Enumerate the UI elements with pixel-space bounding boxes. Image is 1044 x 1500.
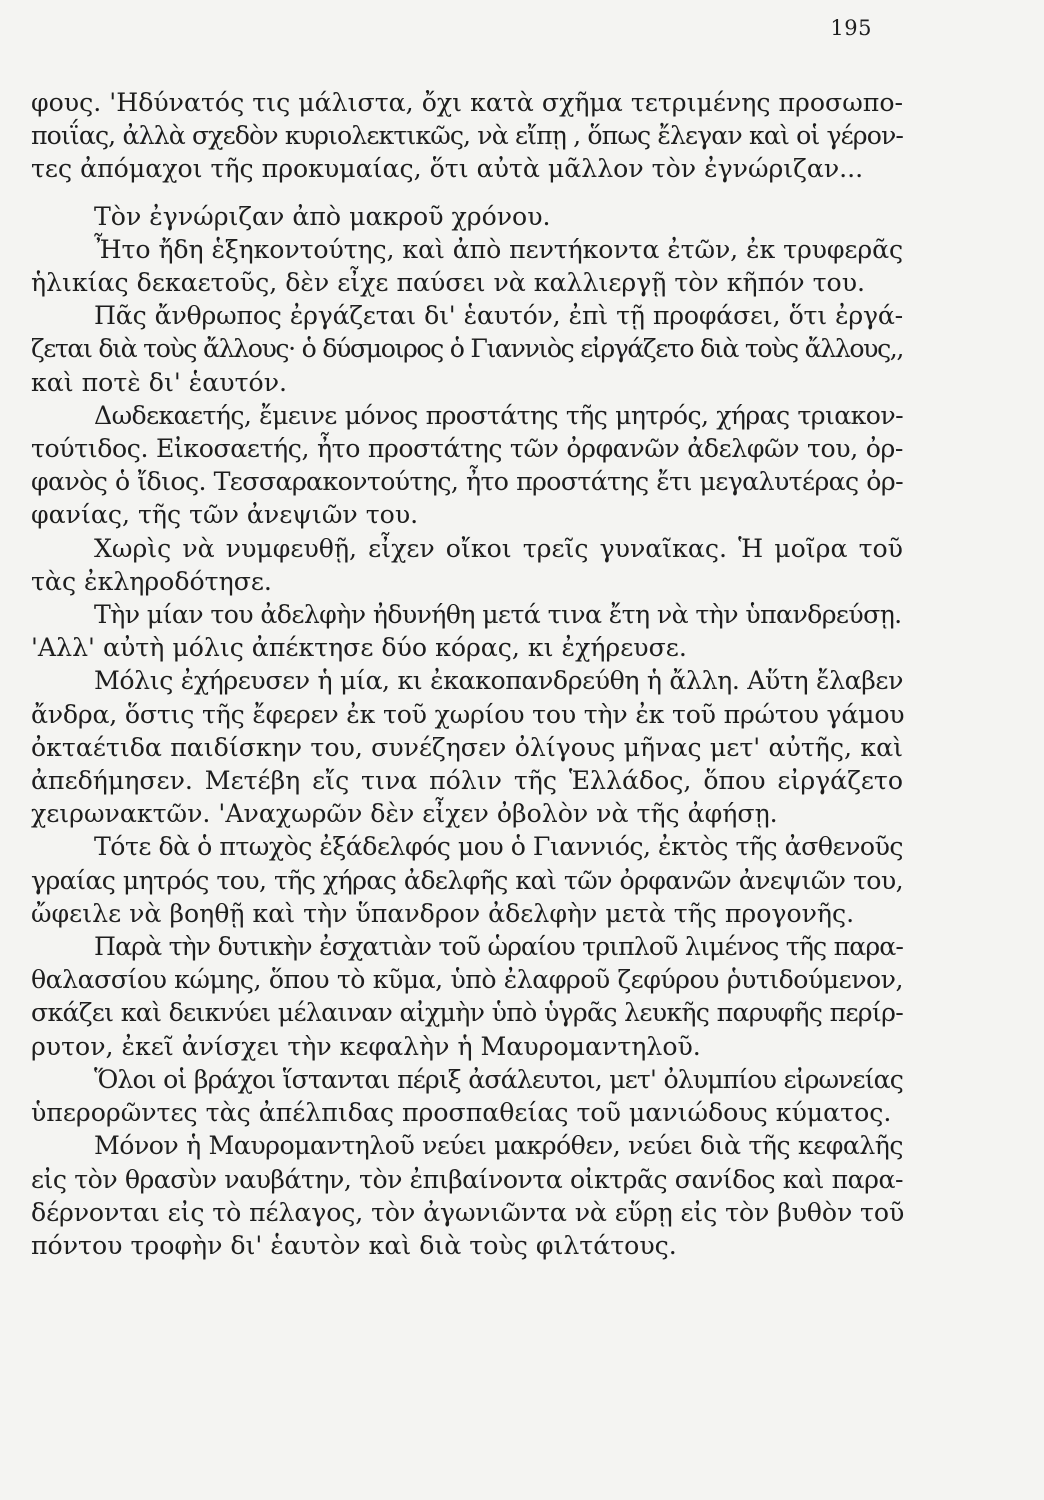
text-line: Πᾶς ἄνθρωπος ἐργάζεται δι' ἑαυτόν, ἐπὶ τῇ προφάσει, ὅτι ἐργά- <box>94 301 903 331</box>
text-line: Δωδεκαετής, ἔμεινε μόνος προστάτης τῆς μητρός, χήρας τριακον- <box>94 400 903 430</box>
text-line: Τὴν μίαν του ἀδελφὴν ἠδυνήθη μετά τινα ἔτη νὰ τὴν ὑπανδρεύσῃ. <box>94 600 902 630</box>
text-line: ὤφειλε νὰ βοηθῇ καὶ τὴν ὕπανδρον ἀδελφὴν μετὰ τῆς προγονῆς. <box>31 898 855 928</box>
text-line: Μόνον ἡ Μαυρομαντηλοῦ νεύει μακρόθεν, νεύει διὰ τῆς κεφαλῆς <box>94 1131 903 1161</box>
text-line: ὑπερορῶντες τὰς ἀπέλπιδας προσπαθείας τοῦ μανιώδους κύματος. <box>31 1098 892 1128</box>
text-line: ἀπεδήμησεν. Μετέβη εἴς τινα πόλιν τῆς Ἑλλάδος, ὅπου εἰργάζετο <box>31 766 903 796</box>
text-line: φανὸς ὁ ἴδιος. Τεσσαρακοντούτης, ἦτο προστάτης ἔτι μεγαλυτέρας ὀρ- <box>31 467 903 497</box>
text-line: Παρὰ τὴν δυτικὴν ἐσχατιὰν τοῦ ὡραίου τριπλοῦ λιμένος τῆς παρα- <box>94 932 903 962</box>
text-line: γραίας μητρός του, τῆς χήρας ἀδελφῆς καὶ τῶν ὀρφανῶν ἀνεψιῶν του, <box>31 865 903 895</box>
text-line: φανίας, τῆς τῶν ἀνεψιῶν του. <box>31 500 419 530</box>
text-line: Ἦτο ἤδη ἑξηκοντούτης, καὶ ἀπὸ πεντήκοντα ἐτῶν, ἐκ τρυφερᾶς <box>94 234 903 264</box>
text-line: Χωρὶς νὰ νυμφευθῇ, εἶχεν οἴκοι τρεῖς γυναῖκας. Ἡ μοῖρα τοῦ <box>94 533 903 563</box>
page-number: 195 <box>830 16 872 40</box>
text-line: πόντου τροφὴν δι' ἑαυτὸν καὶ διὰ τοὺς φιλτάτους. <box>31 1230 677 1260</box>
text-line: φους. 'Ηδύνατός τις μάλιστα, ὄχι κατὰ σχῆμα τετριμένης προσωπο- <box>31 88 903 117</box>
text-line: ἄνδρα, ὅστις τῆς ἔφερεν ἐκ τοῦ χωρίου του τὴν ἐκ τοῦ πρώτου γάμου <box>31 699 905 729</box>
text-line: εἰς τὸν θρασὺν ναυβάτην, τὸν ἐπιβαίνοντα οἰκτρᾶς σανίδος καὶ παρα- <box>31 1164 903 1194</box>
text-line: ὀκταέτιδα παιδίσκην του, συνέζησεν ὀλίγους μῆνας μετ' αὐτῆς, καὶ <box>31 732 903 762</box>
text-line: σκάζει καὶ δεικνύει μέλαιναν αἰχμὴν ὑπὸ ὑγρᾶς λευκῆς παρυφῆς περίρ- <box>31 998 903 1028</box>
text-line: Μόλις ἐχήρευσεν ἡ μία, κι ἐκακοπανδρεύθη ἡ ἄλλη. Αὕτη ἔλαβεν <box>94 666 903 696</box>
text-line: καὶ ποτὲ δι' ἑαυτόν. <box>31 367 288 397</box>
text-line: χειρωνακτῶν. 'Αναχωρῶν δὲν εἶχεν ὀβολὸν νὰ τῆς ἀφήσῃ. <box>31 799 778 829</box>
body-text <box>31 86 903 1262</box>
text-line: θαλασσίου κώμης, ὅπου τὸ κῦμα, ὑπὸ ἐλαφροῦ ζεφύρου ῥυτιδούμενον, <box>31 965 903 995</box>
text-line: τες ἀπόμαχοι τῆς προκυμαίας, ὅτι αὐτὰ μᾶλλον τὸν ἐγνώριζαν... <box>31 154 864 184</box>
text-line: δέρνονται εἰς τὸ πέλαγος, τὸν ἀγωνιῶντα νὰ εὕρῃ εἰς τὸν βυθὸν τοῦ <box>31 1197 905 1227</box>
text-line: ρυτον, ἐκεῖ ἀνίσχει τὴν κεφαλὴν ἡ Μαυρομαντηλοῦ. <box>31 1031 701 1061</box>
text-line: τούτιδος. Εἰκοσαετής, ἦτο προστάτης τῶν ὀρφανῶν ἀδελφῶν του, ὀρ- <box>31 434 903 464</box>
text-line: 'Αλλ' αὐτὴ μόλις ἀπέκτησε δύο κόρας, κι ἐχήρευσε. <box>31 633 687 663</box>
text-line: Τὸν ἐγνώριζαν ἀπὸ μακροῦ χρόνου. <box>94 201 551 231</box>
text-line: τὰς ἐκληροδότησε. <box>31 566 272 596</box>
text-line: ζεται διὰ τοὺς ἄλλους· ὁ δύσμοιρος ὁ Γιαννιὸς εἰργάζετο διὰ τοὺς ἄλλους,, <box>31 334 903 364</box>
text-line: Τότε δὰ ὁ πτωχὸς ἐξάδελφός μου ὁ Γιαννιός, ἐκτὸς τῆς ἀσθενοῦς <box>94 832 903 862</box>
text-line: ποιΐας, ἀλλὰ σχεδὸν κυριολεκτικῶς, νὰ εἴπῃ , ὅπως ἔλεγαν καὶ οἱ γέρον- <box>31 121 903 151</box>
text-line: ἡλικίας δεκαετοῦς, δὲν εἶχε παύσει νὰ καλλιεργῇ τὸν κῆπόν του. <box>31 268 866 298</box>
text-line: Ὅλοι οἱ βράχοι ἵστανται πέριξ ἀσάλευτοι, μετ' ὀλυμπίου εἰρωνείας <box>94 1064 903 1094</box>
